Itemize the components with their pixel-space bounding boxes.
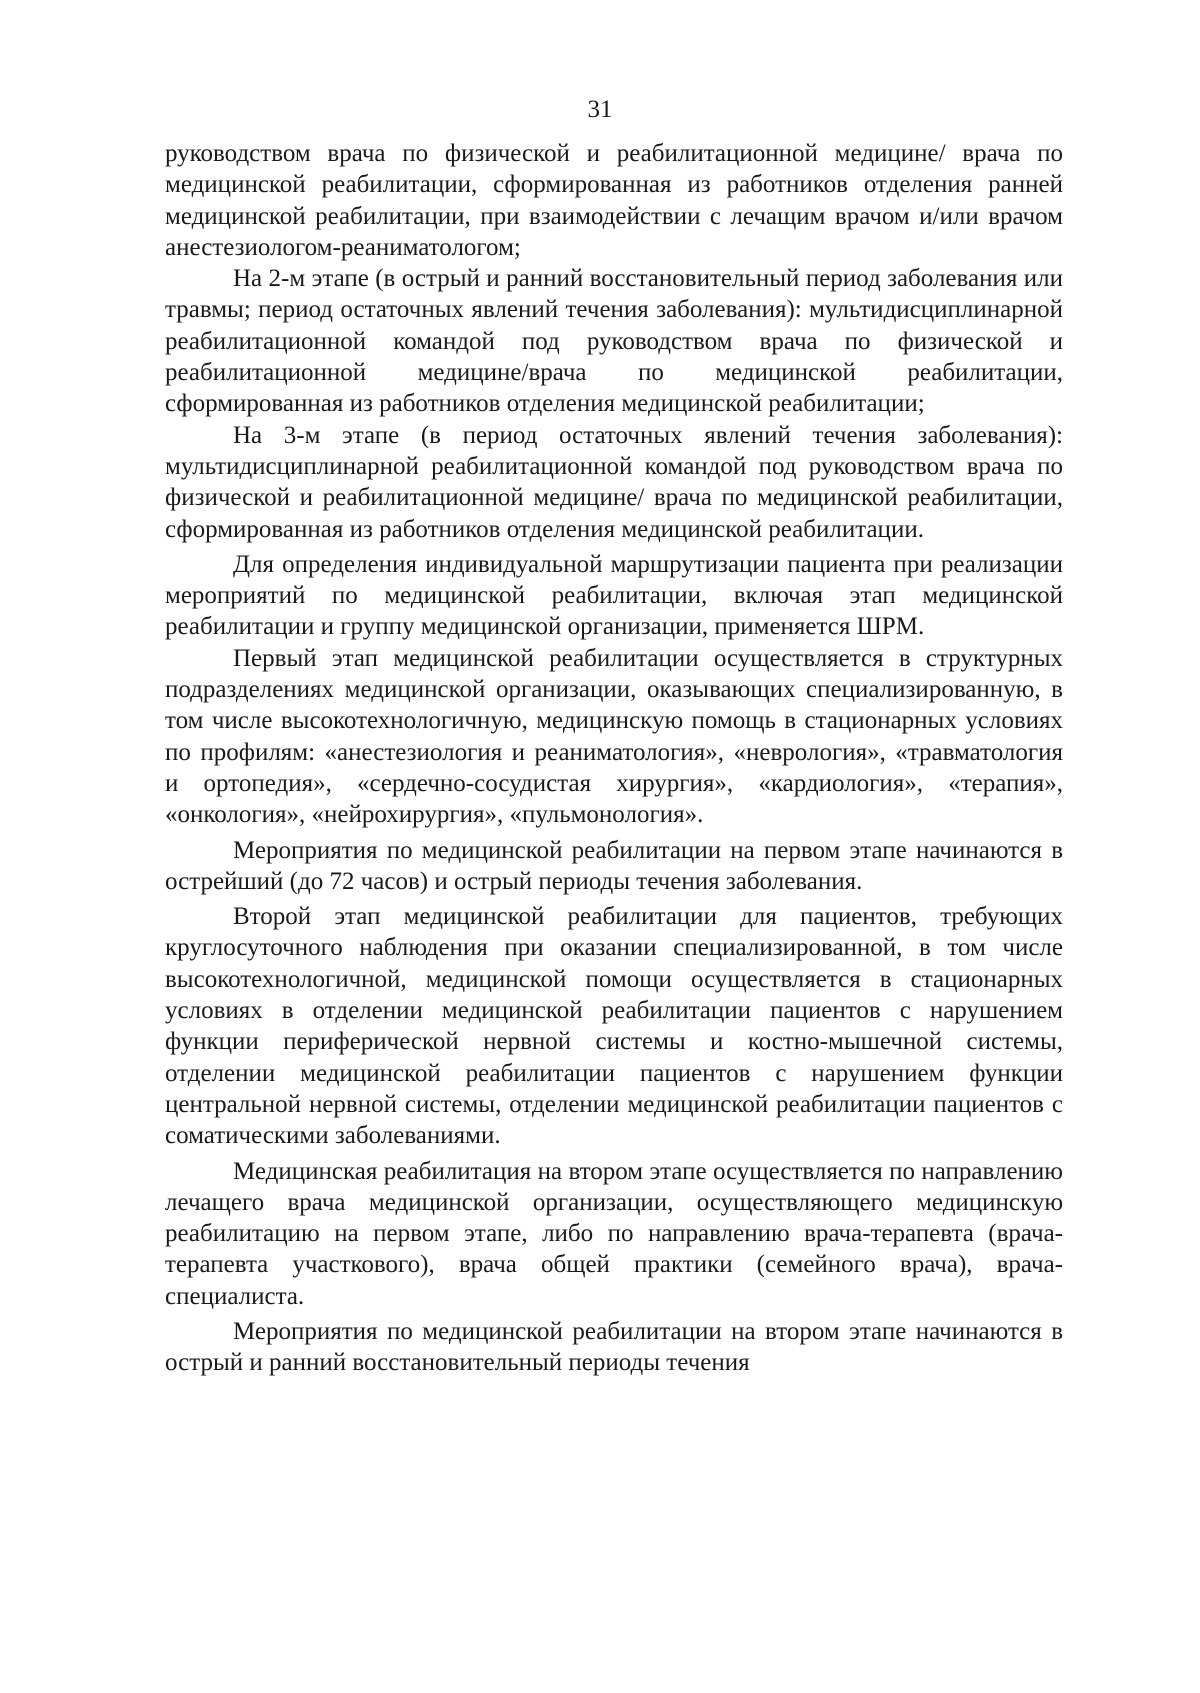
paragraph-7: Второй этап медицинской реабилитации для пациентов, требующих круглосуточного наблюдения при оказании специализированной, в том числе высокотехнологичной, медицинской помощи осуществляется в стационарных условиях в отделении медицинской реабилитации пациентов с нарушением функции периферической нервной системы и костно-мышечной системы, отделении медицинской реабилитации пациентов с нарушением функции центральной нервной системы, отделении медицинской реабилитации пациентов с соматическими заболеваниями. bbox=[165, 903, 1063, 1150]
paragraph-9: Мероприятия по медицинской реабилитации на втором этапе начинаются в острый и ранний восстановительный периоды течения bbox=[165, 1317, 1063, 1377]
paragraph-5: Первый этап медицинской реабилитации осуществляется в структурных подразделениях медицинской организации, оказывающих специализированную, в том числе высокотехнологичную, медицинскую помощь в стационарных условиях по профилям: «анестезиология и реаниматология», «неврология», «травматология и ортопедия», «сердечно-сосудистая хирургия», «кардиология», «терапия», «онкология», «нейрохирургия», «пульмонология». bbox=[165, 644, 1063, 829]
paragraph-4: Для определения индивидуальной маршрутизации пациента при реализации мероприятий по медицинской реабилитации, включая этап медицинской реабилитации и группу медицинской организации, применяется ШРМ. bbox=[165, 550, 1063, 641]
paragraph-2: На 2-м этапе (в острый и ранний восстановительный период заболевания или травмы; период остаточных явлений течения заболевания): мультидисциплинарной реабилитационной командой под руководством врача по физической и реабилитационной медицине/врача по медицинской реабилитации, сформированная из работников отделения медицинской реабилитации; bbox=[165, 265, 1063, 418]
body-text bbox=[165, 138, 1063, 1379]
paragraph-1: руководством врача по физической и реабилитационной медицине/ врача по медицинской реабилитации, сформированная из работников отделения ранней медицинской реабилитации, при взаимодействии с лечащим врачом и/или врачом анестезиологом-реаниматологом; bbox=[165, 140, 1063, 261]
page-number: 31 bbox=[587, 96, 613, 123]
paragraph-3: На 3-м этапе (в период остаточных явлений течения заболевания): мультидисциплинарной реабилитационной командой под руководством врача по физической и реабилитационной медицине/ врача по медицинской реабилитации, сформированная из работников отделения медицинской реабилитации. bbox=[165, 421, 1063, 543]
paragraph-8: Медицинская реабилитация на втором этапе осуществляется по направлению лечащего врача медицинской организации, осуществляющего медицинскую реабилитацию на первом этапе, либо по направлению врача-терапевта (врача-терапевта участкового), врача общей практики (семейного врача), врача-специалиста. bbox=[165, 1157, 1063, 1310]
paragraph-6: Мероприятия по медицинской реабилитации на первом этапе начинаются в острейший (до 72 часов) и острый периоды течения заболевания. bbox=[165, 836, 1063, 895]
